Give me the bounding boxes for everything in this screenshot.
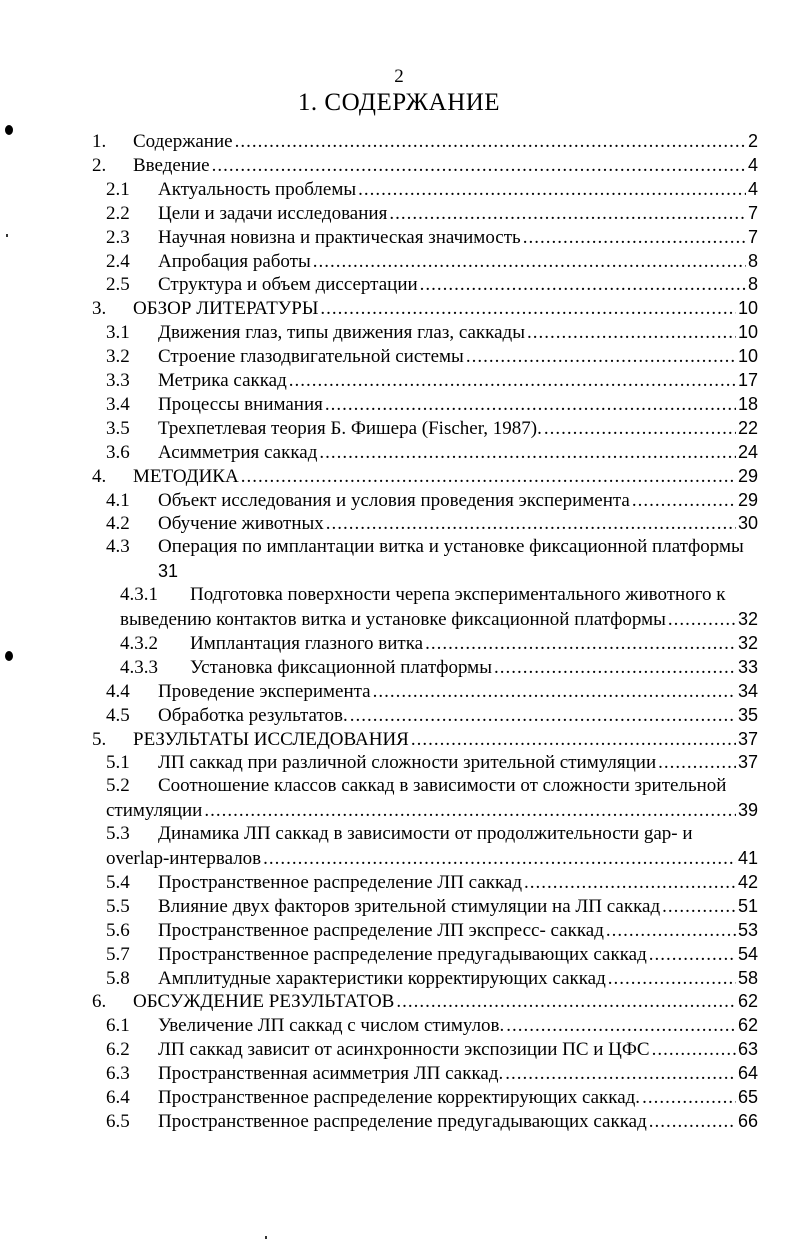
toc-entry-title: Научная новизна и практическая значимость	[158, 226, 521, 248]
toc-entry[interactable]	[92, 465, 758, 488]
toc-entry-title: Пространственное распределение предугадывающих саккад	[158, 1110, 647, 1132]
toc-entry[interactable]	[106, 178, 758, 201]
dot-leader	[649, 944, 736, 966]
toc-entry-title: МЕТОДИКА	[133, 465, 239, 487]
dot-leader	[241, 466, 736, 488]
toc-entry-page: 7	[747, 202, 758, 223]
toc-entry-page: 62	[737, 1015, 758, 1036]
toc-entry-page: 4	[747, 178, 758, 199]
toc-entry[interactable]	[106, 393, 758, 416]
toc-entry-page: 64	[737, 1063, 758, 1084]
dot-leader	[658, 752, 736, 774]
toc-entry-title: Пространственное распределение ЛП саккад	[158, 871, 523, 893]
dot-leader	[524, 872, 736, 894]
toc-entry[interactable]	[120, 584, 758, 606]
toc-entry-page: 58	[737, 967, 758, 988]
toc-entry-title: Пространственная асимметрия ЛП саккад.	[158, 1063, 504, 1085]
dot-leader	[523, 227, 746, 249]
toc-entry[interactable]	[106, 704, 758, 727]
toc-entry-number: 3.5	[106, 417, 130, 439]
toc-entry-page: 10	[737, 346, 758, 367]
toc-entry-title: Увеличение ЛП саккад с числом стимулов.	[158, 1015, 505, 1037]
toc-entry-number: 4.2	[106, 513, 130, 535]
toc-entry-page: 18	[737, 393, 758, 414]
toc-entry-page: 41	[737, 848, 758, 868]
toc-entry-page: 24	[737, 441, 758, 462]
toc-entry-page: 42	[737, 871, 758, 892]
toc-entry-title-continued: стимуляции	[106, 800, 203, 822]
toc-entry-page: 22	[737, 417, 758, 438]
toc-entry[interactable]	[106, 226, 758, 249]
toc-entry[interactable]	[106, 273, 758, 296]
toc-entry-page: 34	[737, 680, 758, 701]
dot-leader	[506, 1015, 736, 1037]
dot-leader	[606, 920, 736, 942]
toc-entry-number: 4.1	[106, 489, 130, 511]
dot-leader	[662, 896, 736, 918]
toc-entry[interactable]	[106, 1086, 758, 1109]
toc-entry-page: 32	[737, 632, 758, 653]
dot-leader	[373, 681, 736, 703]
toc-entry-continuation[interactable]	[106, 847, 758, 870]
toc-entry-title-continued: overlap-интервалов	[106, 848, 262, 869]
toc-entry-number: 2.2	[106, 202, 130, 224]
toc-entry-number: 5.	[92, 728, 107, 750]
toc-entry-number: 3.3	[106, 370, 130, 391]
toc-entry-title: Актуальность проблемы	[158, 178, 357, 200]
dot-leader	[608, 968, 736, 990]
dot-leader	[235, 131, 746, 153]
toc-entry-title-continued: выведению контактов витка и установке фиксационной платформы	[120, 609, 666, 630]
toc-entry-page: 33	[737, 656, 758, 677]
toc-entry-page: 63	[737, 1039, 758, 1060]
toc-entry[interactable]	[120, 656, 758, 679]
toc-entry-page: 31	[158, 561, 179, 582]
toc-entry-page: 35	[737, 704, 758, 725]
toc-entry-number: 4.	[92, 465, 107, 487]
toc-entry-page: 53	[737, 919, 758, 940]
toc-entry-number: 5.1	[106, 752, 130, 774]
toc-entry-number: 2.5	[106, 274, 130, 296]
toc-entry-page: 65	[737, 1087, 758, 1107]
toc-entry-number: 4.5	[106, 704, 130, 726]
toc-entry-page: 10	[737, 322, 758, 343]
toc-entry-title: Влияние двух факторов зрительной стимуляции на ЛП саккад	[158, 895, 661, 917]
toc-entry-title: ЛП саккад при различной сложности зрительной стимуляции	[158, 752, 657, 774]
toc-entry-title: ОБЗОР ЛИТЕРАТУРЫ	[133, 298, 319, 320]
toc-entry-title: Проведение эксперимента	[158, 680, 371, 702]
toc-entry-number: 5.2	[106, 775, 130, 797]
toc-entry[interactable]	[92, 154, 758, 177]
toc-entry-title: Обучение животных	[158, 513, 324, 535]
toc-entry[interactable]	[106, 1038, 758, 1061]
toc-entry-page: 51	[737, 895, 758, 916]
page-number: 2	[394, 66, 404, 87]
dot-leader	[313, 251, 746, 273]
dot-leader	[411, 729, 736, 751]
toc-entry-number: 6.2	[106, 1039, 130, 1061]
dot-leader	[263, 848, 736, 870]
toc-entry-number: 3.4	[106, 393, 130, 415]
dot-leader	[350, 705, 736, 727]
toc-entry-title: Установка фиксационной платформы	[190, 656, 492, 678]
toc-entry-number: 4.3.2	[120, 632, 158, 654]
toc-entry-title: Содержание	[133, 131, 233, 152]
toc-entry-page: 29	[737, 489, 758, 510]
dot-leader	[632, 490, 736, 512]
toc-entry-title: ОБСУЖДЕНИЕ РЕЗУЛЬТАТОВ	[133, 991, 395, 1013]
toc-entry-title: Структура и объем диссертации	[158, 274, 418, 296]
toc-entry-number: 2.1	[106, 178, 130, 200]
toc-entry-title: Цели и задачи исследования	[158, 202, 388, 224]
toc-entry-number: 6.3	[106, 1063, 130, 1085]
toc-entry-number: 3.6	[106, 441, 130, 463]
toc-entry[interactable]	[106, 895, 758, 918]
toc-entry-title: Введение	[133, 154, 210, 176]
toc-entry[interactable]	[92, 130, 758, 153]
toc-entry[interactable]	[106, 967, 758, 990]
dot-leader	[544, 418, 736, 440]
toc-entry-page: 10	[737, 298, 758, 319]
toc-entry-page: 30	[737, 513, 758, 534]
toc-entry[interactable]	[106, 823, 758, 845]
toc-entry[interactable]	[106, 775, 758, 797]
toc-entry-page: 66	[737, 1110, 758, 1131]
dot-leader	[494, 657, 736, 679]
toc-entry[interactable]	[106, 919, 758, 942]
toc-entry-number: 5.7	[106, 943, 130, 965]
toc-entry-title: Имплантация глазного витка	[190, 632, 424, 654]
dot-leader	[326, 513, 736, 535]
toc-entry-number: 6.	[92, 991, 107, 1013]
dot-leader	[325, 394, 736, 416]
toc-entry-title: Пространственное распределение корректирующих саккад.	[158, 1087, 641, 1108]
toc-entry[interactable]	[106, 369, 758, 392]
toc-entry-title: Метрика саккад	[158, 370, 287, 391]
toc-entry-continuation[interactable]	[106, 799, 758, 822]
toc-entry-title: Процессы внимания	[158, 393, 323, 415]
page-title: 1. СОДЕРЖАНИЕ	[297, 89, 501, 116]
toc-entry-title: Амплитудные характеристики корректирующих саккад	[158, 967, 606, 989]
toc-entry-number: 5.3	[106, 823, 130, 845]
toc-entry[interactable]	[92, 728, 758, 751]
toc-entry-number: 4.3.1	[120, 584, 158, 606]
dot-leader	[396, 991, 736, 1013]
toc-entry-number: 4.3	[106, 536, 130, 558]
dot-leader	[466, 346, 736, 368]
toc-entry-title: Динамика ЛП саккад в зависимости от продолжительности gap- и	[158, 823, 693, 845]
toc-entry-page: 8	[747, 250, 758, 271]
toc-entry-number: 5.5	[106, 895, 130, 917]
toc-entry[interactable]	[106, 536, 758, 558]
toc-entry-title: Операция по имплантации витка и установке фиксационной платформы	[158, 536, 744, 558]
toc-entry[interactable]	[92, 990, 758, 1013]
toc-entry-continuation[interactable]	[120, 608, 758, 631]
dot-leader	[425, 633, 736, 655]
toc-entry-number: 6.5	[106, 1110, 130, 1132]
toc-entry-number: 6.4	[106, 1087, 130, 1108]
toc-entry-page: 2	[747, 131, 758, 151]
toc-entry[interactable]	[106, 1110, 758, 1133]
toc-entry[interactable]	[106, 321, 758, 344]
toc-entry-number: 5.6	[106, 919, 130, 941]
toc-entry-title: ЛП саккад зависит от асинхронности экспозиции ПС и ЦФС	[158, 1039, 650, 1061]
toc-entry-number: 5.4	[106, 871, 130, 893]
toc-entry[interactable]	[106, 345, 758, 368]
dot-leader	[527, 322, 736, 344]
dot-leader	[505, 1063, 736, 1085]
toc-entry-number: 2.4	[106, 250, 130, 272]
toc-entry[interactable]	[120, 632, 758, 655]
toc-entry-title: Пространственное распределение предугадывающих саккад	[158, 943, 647, 965]
toc-entry[interactable]	[106, 250, 758, 273]
toc-entry[interactable]	[106, 441, 758, 464]
dot-leader	[320, 298, 736, 320]
toc-entry-number: 2.3	[106, 226, 130, 248]
toc-entry-title: Подготовка поверхности черепа экспериментального животного к	[190, 584, 726, 606]
toc-entry-number: 3.1	[106, 322, 130, 344]
toc-entry[interactable]	[106, 1062, 758, 1085]
toc-entry-title: Обработка результатов.	[158, 704, 348, 726]
toc-entry-page: 7	[747, 226, 758, 247]
toc-entry[interactable]	[106, 871, 758, 894]
toc-entry-page: 4	[747, 154, 758, 175]
toc-entry-title: Объект исследования и условия проведения эксперимента	[158, 489, 630, 511]
toc-entry[interactable]	[106, 202, 758, 225]
toc-entry-title: Пространственное распределение ЛП экспресс- саккад	[158, 919, 604, 941]
toc-entry-title: Строение глазодвигательной системы	[158, 346, 464, 368]
dot-leader	[668, 609, 736, 631]
toc-entry[interactable]	[92, 297, 758, 320]
toc-entry-title: РЕЗУЛЬТАТЫ ИССЛЕДОВАНИЯ	[133, 728, 409, 750]
toc-entry[interactable]	[106, 1014, 758, 1037]
toc-entry-page: 29	[737, 465, 758, 486]
toc-entry-title: Асимметрия саккад	[158, 441, 318, 463]
toc-entry-title: Движения глаз, типы движения глаз, саккады	[158, 322, 525, 344]
dot-leader	[319, 442, 736, 464]
toc-entry[interactable]	[106, 943, 758, 966]
dot-leader	[389, 203, 746, 225]
toc-entry-page: 37	[737, 728, 758, 749]
dot-leader	[642, 1087, 736, 1109]
dot-leader	[649, 1111, 736, 1133]
toc-entry-number: 3.2	[106, 346, 130, 368]
toc-entry-page: 17	[737, 370, 758, 390]
toc-entry[interactable]	[106, 489, 758, 512]
toc-entry[interactable]	[106, 751, 758, 774]
toc-entry-number: 6.1	[106, 1015, 130, 1037]
dot-leader	[358, 179, 746, 201]
toc-entry-title: Апробация работы	[158, 250, 311, 272]
toc-entry-number: 4.3.3	[120, 656, 158, 678]
dot-leader	[212, 155, 746, 177]
toc-entry[interactable]	[106, 512, 758, 535]
toc-entry[interactable]	[106, 417, 758, 440]
toc-entry-page: 54	[737, 943, 758, 964]
toc-entry-number: 5.8	[106, 967, 130, 989]
toc-entry-number: 4.4	[106, 680, 130, 702]
toc-entry-number: 3.	[92, 298, 107, 320]
toc-entry-number: 2.	[92, 154, 107, 176]
toc-entry-number: 1.	[92, 131, 107, 152]
toc-entry-title: Трехпетлевая теория Б. Фишера (Fischer, 1987).	[158, 417, 542, 439]
toc-entry-page: 62	[737, 991, 758, 1012]
dot-leader	[420, 274, 746, 296]
toc-entry-page: 8	[747, 274, 758, 295]
toc-entry-page: 37	[737, 752, 758, 773]
dot-leader	[289, 370, 736, 392]
toc-entry-title: Соотношение классов саккад в зависимости от сложности зрительной	[158, 775, 727, 797]
dot-leader	[652, 1039, 736, 1061]
dot-leader	[204, 800, 736, 822]
toc-entry-page: 39	[737, 800, 758, 821]
toc-entry[interactable]	[106, 680, 758, 703]
toc-entry-page: 32	[737, 609, 758, 629]
